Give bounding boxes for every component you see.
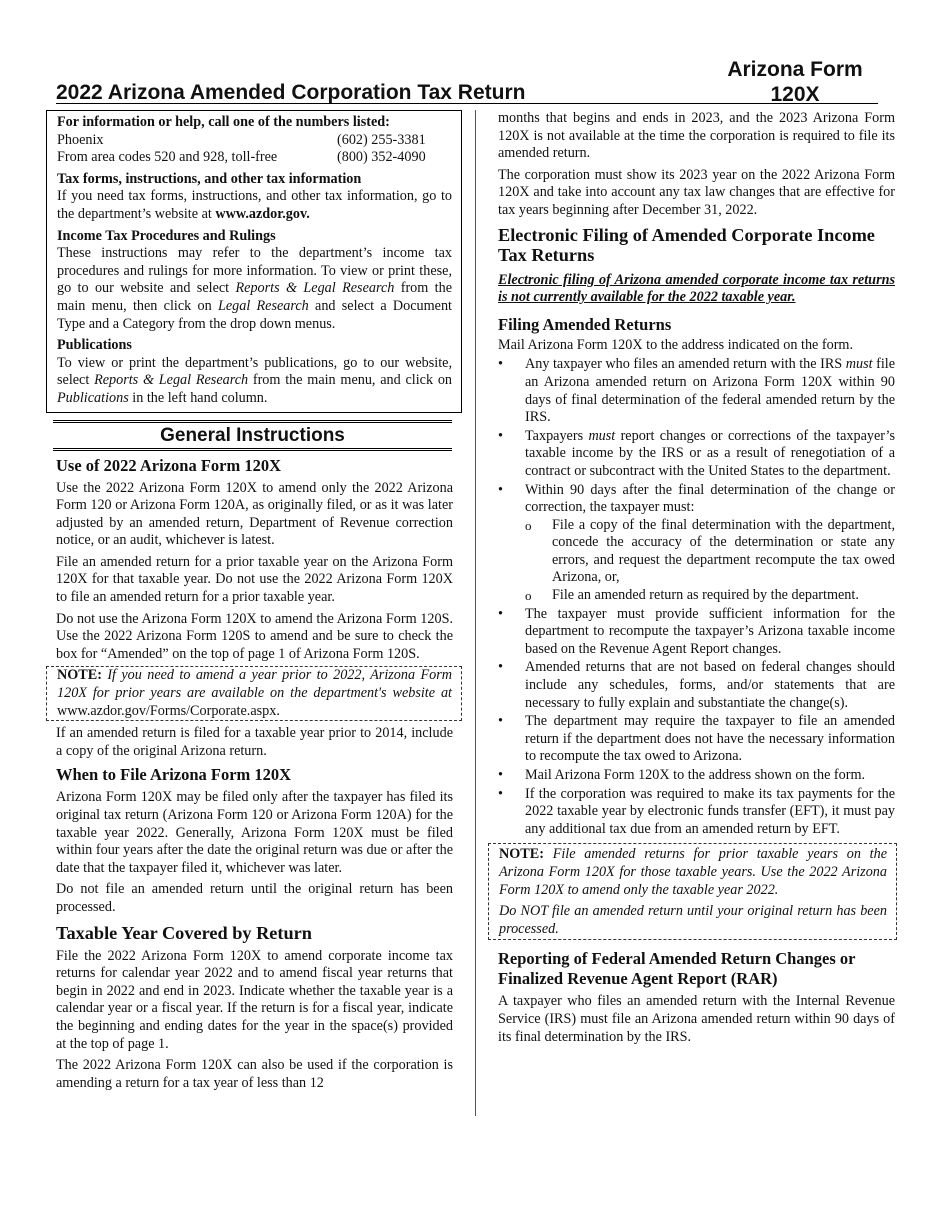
continued-paragraph-1: months that begins and ends in 2023, and the 2023 Arizona Form 120X is not available at the time the corporation is required to file its amended return.: [498, 110, 895, 162]
filing-intro: Mail Arizona Form 120X to the address indicated on the form.: [498, 336, 854, 353]
form-id-line2: 120X: [770, 83, 820, 106]
general-instructions-heading: General Instructions: [160, 424, 345, 446]
use-paragraph-1: Use the 2022 Arizona Form 120X to amend only the 2022 Arizona Form 120 or Arizona Form 120A, as originally filed, or as it was later adjusted by an amended return, Department of Revenue correction notice, or an audit, whichever is latest.: [56, 479, 453, 549]
continued-paragraph-2: The corporation must show its 2023 year on the 2022 Arizona Form 120X and take into account any tax law changes that are effective for tax years beginning after December 31, 2022.: [498, 166, 895, 218]
filing-bullet-list: [498, 356, 895, 838]
list-item: • The department may require the taxpayer to file an amended return if the department does not have the necessary information to recompute the tax owed to Arizona.: [498, 713, 895, 766]
use-paragraph-2: File an amended return for a prior taxable year on the Arizona Form 120X for that taxable year. Do not use the 2022 Arizona Form 120X to file an amended return for a prior taxable year.: [56, 553, 453, 606]
help-box: [46, 110, 462, 413]
rulings-text: These instructions may refer to the department’s income tax procedures and rulings for more information. To view or print these, go to our website and select Reports & Legal Research from the main menu, then click on Legal Research and select a Document Type and a Category from the drop down menus.: [57, 245, 453, 332]
sub-list-item: o File a copy of the final determination with the department, concede the accuracy of the determination or state any errors, and request the department recompute the tax owed Arizona, or,: [525, 517, 895, 587]
forms-heading: Tax forms, instructions, and other tax information: [57, 170, 362, 187]
list-item: • Within 90 days after the final determination of the change or correction, the taxpayer must: o File a copy of the final determination with the department, concede the accuracy of the determination or state any errors, and request the department recompute the tax owed Arizona, or, o File an amended return as required by the department.: [498, 482, 895, 605]
prior-year-note-box: [46, 666, 462, 721]
rar-heading: Reporting of Federal Amended Return Changes or Finalized Revenue Agent Report (RAR): [498, 949, 856, 989]
note-paragraph-1: NOTE: File amended returns for prior taxable years on the Arizona Form 120X for those taxable years. Use the 2022 Arizona Form 120X to amend only the taxable year 2022.: [499, 846, 887, 898]
form-identifier: [700, 57, 890, 107]
left-column: [56, 110, 453, 1092]
when-to-file-heading: When to File Arizona Form 120X: [56, 765, 292, 785]
rar-paragraph: A taxpayer who files an amended return with the Internal Revenue Service (IRS) must file an Arizona amended return within 90 days of its final determination by the IRS.: [498, 993, 895, 1045]
use-of-form-heading: Use of 2022 Arizona Form 120X: [56, 455, 282, 475]
forms-text: If you need tax forms, instructions, and other tax information, go to the department’s website at www.azdor.gov.: [57, 188, 452, 222]
list-item: • If the corporation was required to make its tax payments for the 2022 taxable year by electronic funds transfer (EFT), it must pay any additional tax due from an amended return by EFT.: [498, 786, 895, 839]
when-paragraph-2: Do not file an amended return until the original return has been processed.: [56, 881, 453, 915]
filing-amended-returns-heading: Filing Amended Returns: [498, 314, 672, 334]
publications-text: To view or print the department’s publications, go to our website, select Reports & Legal Research from the main menu, and click on Publications in the left hand column.: [57, 354, 453, 406]
corporate-forms-url[interactable]: www.azdor.gov/Forms/Corporate.aspx.: [57, 702, 280, 719]
publications-heading: Publications: [57, 337, 132, 354]
when-paragraph-1: Arizona Form 120X may be filed only after the taxpayer has filed its original tax return (Arizona Form 120 or Arizona Form 120A) for the taxable year 2022. Generally, Arizona Form 120X must be filed within four years after the date the original return was due or after the date that the taxpayer filed it, whichever was later.: [56, 789, 453, 876]
phone-label: Phoenix: [57, 131, 104, 148]
electronic-filing-heading: Electronic Filing of Amended Corporate Income Tax Returns: [498, 224, 875, 265]
prior-taxable-years-note-box: [488, 843, 897, 940]
banner-rule-bottom: [53, 448, 452, 451]
sub-list-item: o File an amended return as required by the department.: [525, 587, 895, 605]
website-link[interactable]: www.azdor.gov.: [215, 205, 310, 222]
phone-label: From area codes 520 and 928, toll-free: [57, 149, 278, 166]
prior-year-note: NOTE: If you need to amend a year prior to 2022, Arizona Form 120X for prior years are available on the department's website at www.azdor.gov/Forms/Corporate.aspx.: [57, 667, 452, 719]
phone-row-phoenix: [57, 132, 452, 150]
list-item: • Any taxpayer who files an amended return with the IRS must file an Arizona amended return on Arizona Form 120X within 90 days of final determination of the federal amended return by the IRS.: [498, 356, 895, 426]
rulings-heading: Income Tax Procedures and Rulings: [57, 227, 276, 244]
general-instructions-banner: [53, 420, 452, 451]
taxable-year-paragraph-1: File the 2022 Arizona Form 120X to amend corporate income tax returns for calendar year 2022 and to amend fiscal year returns that begin in 2022 and end in 2023. Indicate whether the taxable year is a calendar year or a fiscal year. If the return is for a fiscal year, indicate the beginning and ending dates for the year in the space(s) provided at the top of page 1.: [56, 947, 453, 1052]
right-column: [498, 110, 895, 1046]
phone-row-tollfree: [57, 149, 452, 167]
list-item: • Mail Arizona Form 120X to the address shown on the form.: [498, 767, 895, 785]
prior-2014-paragraph: If an amended return is filed for a taxable year prior to 2014, include a copy of the original Arizona return.: [56, 725, 453, 759]
form-id-line1: Arizona Form: [727, 58, 863, 81]
column-divider: [475, 110, 476, 1116]
list-item: • The taxpayer must provide sufficient information for the department to recompute the taxpayer’s Arizona taxable income based on the Revenue Agent Report changes.: [498, 606, 895, 659]
help-heading: For information or help, call one of the numbers listed:: [57, 114, 390, 130]
phone-number: (800) 352-4090: [337, 149, 426, 166]
note-paragraph-2: Do NOT file an amended return until your original return has been processed.: [499, 903, 887, 937]
use-paragraph-3: Do not use the Arizona Form 120X to amend the Arizona Form 120S. Use the 2022 Arizona Form 120S to amend and be sure to check the box for “Amended” on the top of page 1 of Arizona Form 120S.: [56, 610, 453, 662]
taxable-year-paragraph-2: The 2022 Arizona Form 120X can also be used if the corporation is amending a return for a tax year of less than 12: [56, 1057, 453, 1091]
sub-list: [525, 517, 895, 605]
document-title: 2022 Arizona Amended Corporation Tax Return: [56, 81, 526, 104]
list-item: • Amended returns that are not based on federal changes should include any schedules, forms, and/or statements that are necessary to fully explain and substantiate the change(s).: [498, 659, 895, 712]
list-item: • Taxpayers must report changes or corrections of the taxpayer’s taxable income by the IRS or as a result of renegotiation of a contract or subcontract with the United States to the department.: [498, 428, 895, 481]
taxable-year-heading: Taxable Year Covered by Return: [56, 922, 312, 943]
electronic-filing-notice: Electronic filing of Arizona amended corporate income tax returns is not currently available for the 2022 taxable year.: [498, 271, 895, 306]
phone-number: (602) 255-3381: [337, 131, 426, 148]
title-rule: [56, 103, 878, 104]
